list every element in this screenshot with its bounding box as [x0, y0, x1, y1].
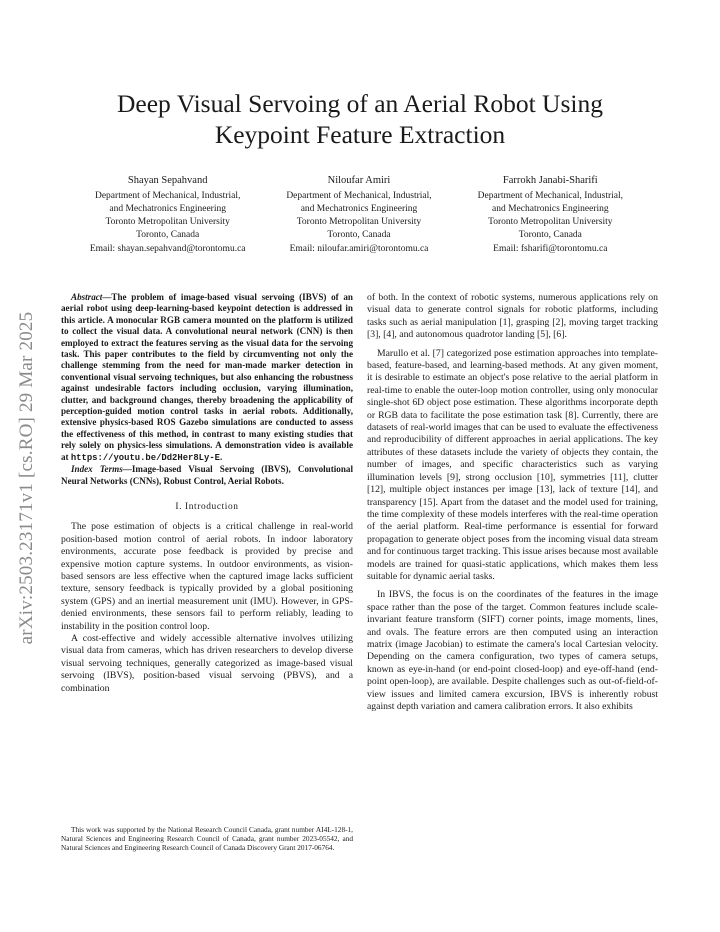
author-department-cont: and Mechatronics Engineering: [492, 203, 609, 214]
funding-footnote: [61, 826, 353, 852]
title-line-1: Deep Visual Servoing of an Aerial Robot Using: [117, 89, 603, 118]
author-city: Toronto, Canada: [136, 230, 200, 241]
body-paragraph: Marullo et al. [7] categorized pose estimation approaches into template-based, feature-based, and learning-based methods. At any given moment, it is desirable to estimate an object's pose relative to the aerial platform in real-time to enable the outer-loop motion controller, using only monocular single-shot 6D object pose estimation. These algorithms incorporate depth or RGB data to facilitate the pose estimation task [8]. Currently, there are datasets of real-world images that can be used to evaluate the effectiveness and reproducibility of different approaches in aerial applications. The key attributes of these datasets include the variety of objects they contain, the number of images, and specific characteristics such as varying illumination levels [9], strong occlusion [10], symmetries [11], clutter [12], multiple object instances per image [13], lack of texture [14], and transparency [15]. Apart from the dataset and the model used for training, the time complexity of these models interferes with the real-time operation of the aerial platform. Real-time performance is essential for forward propagation to generate object poses from the incoming visual data stream and for continuous target tracking. This issue arises because most available models are trained for quasi-static applications, which makes them less suitable for dynamic aerial tasks.: [367, 347, 658, 582]
demo-video-link[interactable]: https://youtu.be/Dd2Her8Ly-E: [70, 452, 220, 463]
abstract-text: —The problem of image-based visual servoing (IBVS) of an aerial robot using deep-learning-based keypoint detection is addressed in this article. A monocular RGB camera mounted on the platform is utilized to collect the visual data. A convolutional neural network (CNN) is then employed to extract the features serving as the visual data for the servoing task. This paper contributes to the field by circumventing not only the challenge stemming from the need for man-made marker detection in conventional visual servoing techniques, but also enhancing the robustness against undesirable factors including occlusion, varying illumination, clutter, and background changes, thereby broadening the applicability of perception-guided motion control tasks in aerial robots. Additionally, extensive physics-based ROS Gazebo simulations are conducted to assess the effectiveness of this method, in contrast to many existing studies that rely solely on physics-less simulations. A demonstration video is available at: [61, 292, 353, 462]
author-department: Department of Mechanical, Industrial,: [477, 190, 623, 201]
author-city: Toronto, Canada: [518, 230, 582, 241]
title-line-2: Keypoint Feature Extraction: [214, 120, 506, 149]
arxiv-identifier: arXiv:2503.23171v1 [cs.RO] 29 Mar 2025: [16, 311, 37, 645]
body-paragraph: of both. In the context of robotic systems, numerous applications rely on visual data to generate control signals for robotic platforms, including tasks such as aerial manipulation [1], grasping [2], moving target tracking [3], [4], and autonomous quadrotor landing [5], [6].: [367, 292, 658, 341]
author-city: Toronto, Canada: [327, 230, 391, 241]
body-paragraph: A cost-effective and widely accessible alternative involves utilizing visual data from cameras, which has driven researchers to develop diverse visual servoing techniques, generally categorized as image-based visual servoing (IBVS), position-based visual servoing (PBVS), and a combination: [61, 632, 353, 694]
author-2: [263, 174, 454, 256]
paper-title: [70, 88, 650, 150]
author-department: Department of Mechanical, Industrial,: [286, 190, 432, 201]
index-terms: [61, 464, 353, 487]
author-email: Email: shayan.sepahvand@torontomu.ca: [89, 243, 246, 254]
body-paragraph: The pose estimation of objects is a critical challenge in real-world position-based motion control of aerial robots. In indoor laboratory environments, accurate pose feedback is provided by precise and expensive motion capture systems. In outdoor environments, as vision-based sensors are less effective when the captured image lacks sufficient texture, sensory feedback is typically provided by a global positioning system (GPS) and an inertial measurement unit (IMU). However, in GPS-denied environments, these sensors fail to perform reliably, leading to instability in the position control loop.: [61, 521, 353, 632]
author-1: [72, 174, 263, 256]
body-paragraph: In IBVS, the focus is on the coordinates of the features in the image space rather than the pose of the target. Common features include scale-invariant feature transform (SIFT) corner points, image moments, lines, and ovals. The feature errors are then computed using an interaction matrix (image Jacobian) to estimate the camera's local Cartesian velocity. Depending on the camera configuration, two types of camera setups, known as eye-in-hand (or end-point closed-loop) and eye-off-hand (end-point open-loop), are available. Despite challenges such as out-of-field-of-view issues and limited camera excursion, IBVS is inherently robust against depth variation and camera calibration errors. It also exhibits: [367, 589, 658, 712]
section-heading-introduction: I. Introduction: [175, 501, 239, 512]
author-3: [455, 174, 646, 256]
author-department: Department of Mechanical, Industrial,: [94, 190, 241, 201]
arxiv-identifier-stamp: [12, 248, 42, 708]
author-university: Toronto Metropolitan University: [488, 217, 613, 228]
author-email: Email: niloufar.amiri@torontomu.ca: [289, 243, 429, 254]
author-department-cont: and Mechatronics Engineering: [300, 203, 418, 214]
footnote-text: This work was supported by the National Research Council Canada, grant number AI4L-128-1, Natural Sciences and Engineering Research Council of Canada, grant number 2023-05542, and Natural Sciences and Engineering Research Council of Canada Discovery Grant 2017-06764.: [61, 825, 353, 852]
index-terms-text: —Image-based Visual Servoing (IBVS), Convolutional Neural Networks (CNNs), Robust Control, Aerial Robots.: [61, 464, 353, 486]
abstract-end: .: [219, 451, 223, 462]
author-university: Toronto Metropolitan University: [296, 217, 422, 228]
author-university: Toronto Metropolitan University: [105, 217, 230, 228]
author-name: Farrokh Janabi-Sharifi: [502, 175, 598, 186]
author-name: Niloufar Amiri: [327, 175, 391, 186]
abstract-label: Abstract: [71, 292, 103, 302]
author-name: Shayan Sepahvand: [127, 175, 208, 186]
author-department-cont: and Mechatronics Engineering: [109, 203, 226, 214]
abstract: [61, 292, 353, 464]
right-column: [367, 292, 658, 713]
author-email: Email: fsharifi@torontomu.ca: [493, 243, 608, 254]
author-block: [72, 174, 646, 256]
index-terms-label: Index Terms: [71, 464, 123, 475]
left-column: [61, 292, 353, 695]
